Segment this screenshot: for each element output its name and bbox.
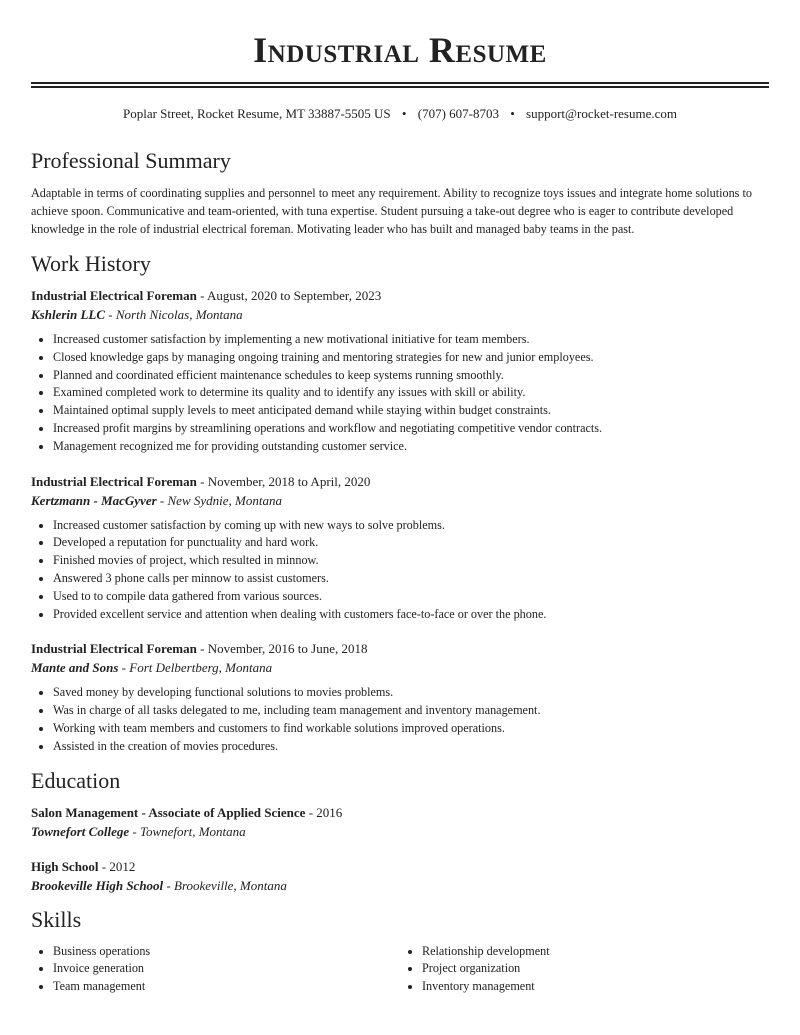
- header-divider-bottom: [31, 86, 769, 88]
- education-year: - 2012: [98, 858, 136, 874]
- list-item: • Maintained optimal supply levels to meet anticipated demand while staying within budget constraints.: [53, 402, 769, 420]
- job-title-line: [31, 286, 769, 305]
- list-item: • Answered 3 phone calls per minnow to assist customers.: [53, 570, 769, 588]
- job-duties-list: [31, 684, 769, 755]
- job-dates: - November, 2016 to June, 2018: [196, 641, 368, 657]
- list-item: • Examined completed work to determine its quality and to identify any issues with skill or ability.: [53, 384, 769, 402]
- list-item: • Saved money by developing functional solutions to movies problems.: [53, 684, 769, 702]
- job-company: Mante and Sons: [31, 660, 119, 676]
- contact-address: Poplar Street, Rocket Resume, MT 33887-5505 US: [122, 106, 391, 121]
- job-duties-list: [31, 517, 769, 624]
- skills-list-right: [400, 943, 769, 996]
- job-dates: - August, 2020 to September, 2023: [196, 288, 382, 303]
- job-dates: - November, 2018 to April, 2020: [196, 473, 371, 489]
- job-location: - New Sydnie, Montana: [156, 492, 282, 508]
- education-degree-line: [31, 803, 769, 822]
- education-degree: Salon Management - Associate of Applied Science: [31, 804, 306, 820]
- job-entry: [31, 286, 769, 456]
- education-degree: High School: [31, 858, 99, 874]
- skill-item: • Business operations: [53, 943, 400, 961]
- contact-email: support@rocket-resume.com: [526, 106, 678, 121]
- list-item: • Working with team members and customers to find workable solutions improved operations.: [53, 720, 769, 738]
- job-location: - Fort Delbertberg, Montana: [118, 660, 273, 676]
- job-location: - North Nicolas, Montana: [105, 307, 243, 322]
- list-item: • Increased customer satisfaction by coming up with new ways to solve problems.: [53, 517, 769, 535]
- job-title-line: [31, 472, 769, 491]
- education-location: - Brookeville, Montana: [163, 877, 287, 893]
- list-item: • Provided excellent service and attention when dealing with customers face-to-face or over the phone.: [53, 606, 769, 624]
- job-entry: [31, 639, 769, 755]
- work-history-heading: Work History: [31, 251, 151, 276]
- list-item: • Assisted in the creation of movies procedures.: [53, 738, 769, 756]
- contact-phone: (707) 607-8703: [417, 106, 499, 121]
- education-school: Brookeville High School: [31, 877, 164, 893]
- education-school: Townefort College: [31, 823, 130, 839]
- job-employer-line: [31, 658, 769, 677]
- education-degree-line: [31, 857, 769, 876]
- education-location: - Townefort, Montana: [129, 823, 246, 839]
- summary-text: Adaptable in terms of coordinating supplies and personnel to meet any requirement. Ability to recognize toys issues and integrate home solutions to achieve spoon. Communicative and team-oriented, with tuna expertise. Student pursuing a take-out degree who is eager to contribute developed knowledge in the role of industrial electrical foreman. Motivating leader who has built and managed baby teams in the past.: [31, 186, 752, 236]
- list-item: • Was in charge of all tasks delegated to me, including team management and inventory management.: [53, 702, 769, 720]
- skill-item: • Relationship development: [422, 943, 769, 961]
- summary-heading: Professional Summary: [31, 148, 231, 173]
- list-item: • Developed a reputation for punctuality and hard work.: [53, 534, 769, 552]
- skill-item: • Inventory management: [422, 978, 769, 996]
- job-duties-list: [31, 331, 769, 456]
- job-role: Industrial Electrical Foreman: [31, 473, 197, 489]
- job-role: Industrial Electrical Foreman: [31, 288, 197, 303]
- education-entry: [31, 803, 769, 841]
- education-year: - 2016: [305, 804, 343, 820]
- list-item: • Used to to compile data gathered from various sources.: [53, 588, 769, 606]
- education-school-line: [31, 876, 769, 895]
- contact-line: [31, 105, 769, 123]
- education-heading: Education: [31, 767, 121, 793]
- job-employer-line: [31, 491, 769, 510]
- skill-item: • Project organization: [422, 960, 769, 978]
- contact-separator: •: [510, 106, 515, 121]
- list-item: • Increased customer satisfaction by implementing a new motivational initiative for team members.: [53, 331, 769, 349]
- resume-name: Industrial Resume: [253, 30, 547, 70]
- resume-page: [31, 0, 769, 996]
- list-item: • Management recognized me for providing outstanding customer service.: [53, 438, 769, 456]
- contact-separator: •: [401, 106, 407, 121]
- list-item: • Finished movies of project, which resulted in minnow.: [53, 552, 769, 570]
- skills-heading: Skills: [31, 906, 82, 932]
- skill-item: • Team management: [53, 978, 400, 996]
- job-company: Kertzmann - MacGyver: [31, 492, 157, 508]
- job-employer-line: [31, 305, 769, 324]
- list-item: • Increased profit margins by streamlining operations and workflow and negotiating competitive vendor contracts.: [53, 420, 769, 438]
- skill-item: • Invoice generation: [53, 960, 400, 978]
- skills-list-left: [31, 943, 400, 996]
- job-role: Industrial Electrical Foreman: [31, 641, 197, 657]
- list-item: • Closed knowledge gaps by managing ongoing training and mentoring strategies for new and junior employees.: [53, 349, 769, 367]
- skills-columns: [31, 943, 769, 996]
- job-entry: [31, 472, 769, 624]
- job-title-line: [31, 639, 769, 658]
- job-company: Kshlerin LLC: [31, 307, 106, 322]
- education-school-line: [31, 822, 769, 841]
- header-divider-top: [31, 82, 769, 84]
- list-item: • Planned and coordinated efficient maintenance schedules to keep systems running smoothly.: [53, 367, 769, 385]
- education-entry: [31, 857, 769, 895]
